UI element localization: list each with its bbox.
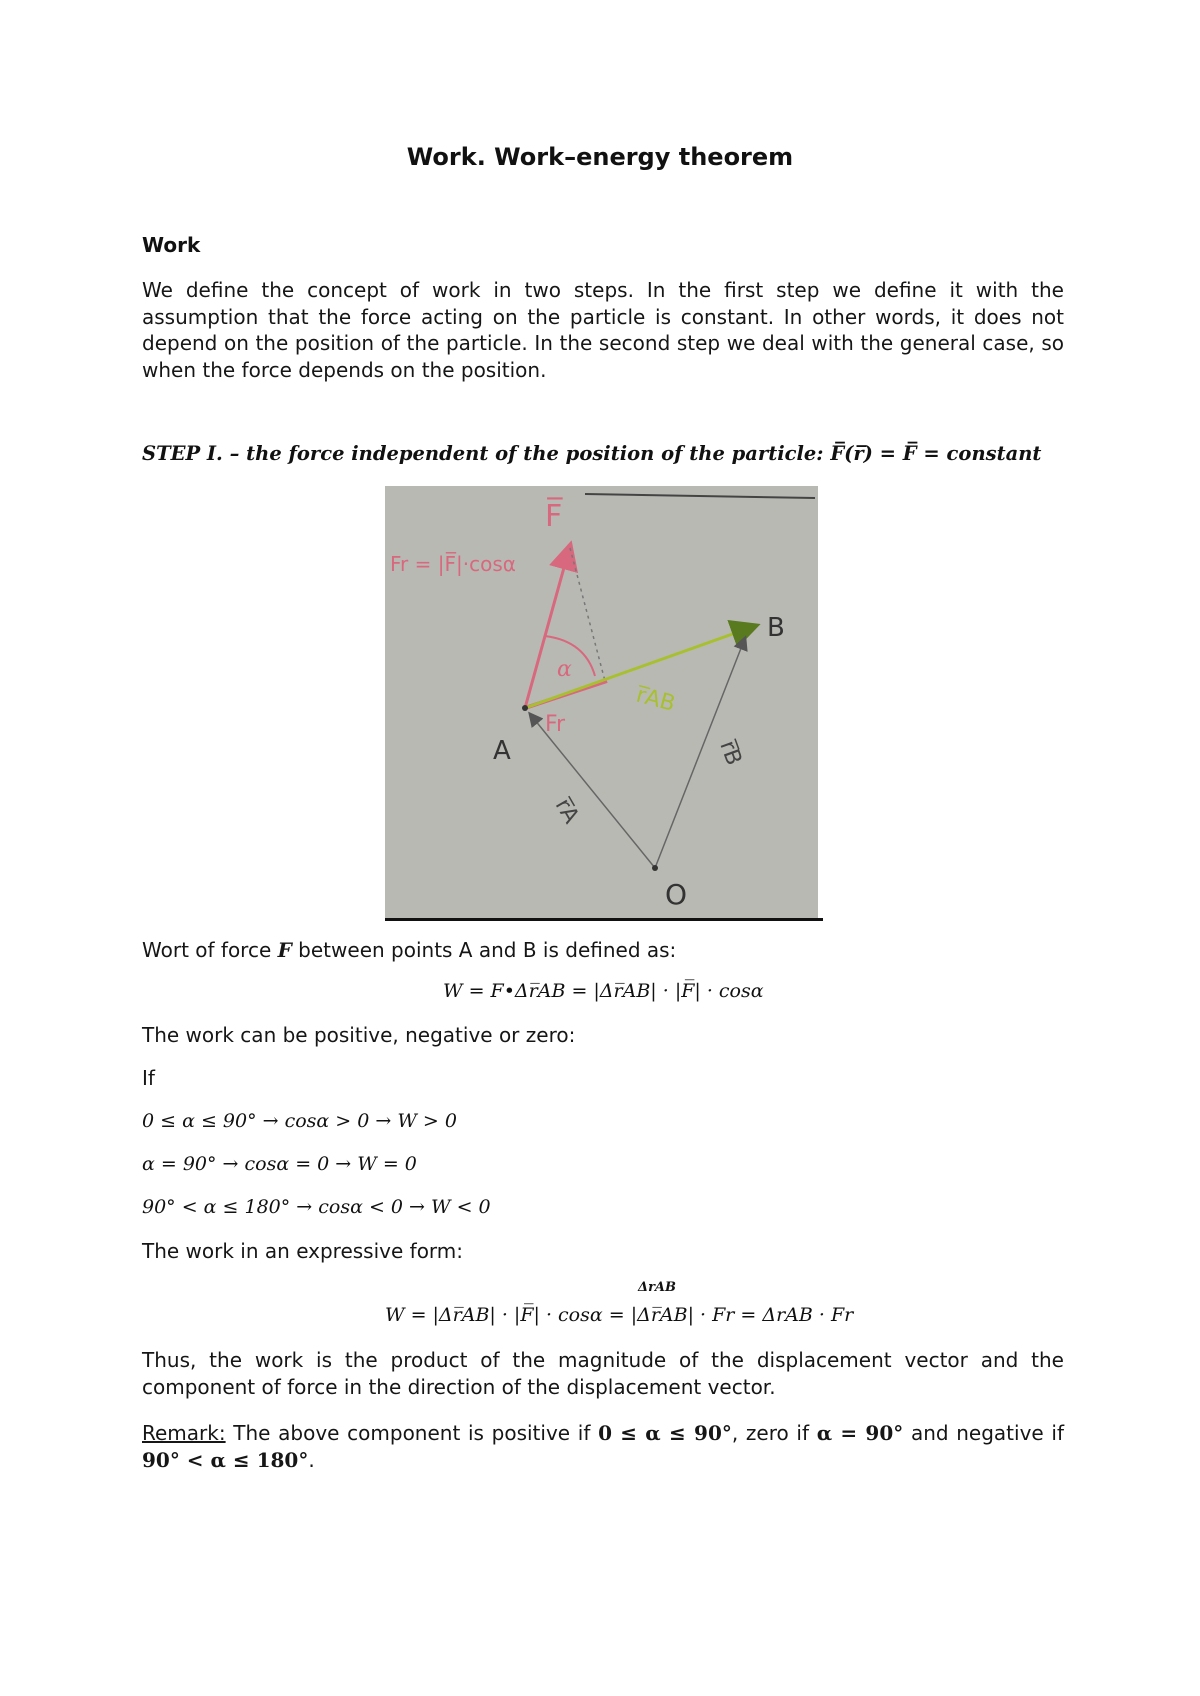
label-alpha: α [557, 657, 572, 682]
label-rb: r̅B [714, 737, 747, 769]
condition-negative: 90° < α ≤ 180° → cosα < 0 → W < 0 [142, 1196, 491, 1218]
force-symbol: F [277, 938, 292, 962]
remark-text-3: and negative if [903, 1421, 1065, 1445]
label-ra: r̅A [549, 794, 584, 828]
remark-paragraph [142, 1420, 1064, 1473]
sign-sentence: The work can be positive, negative or zero: [142, 1023, 576, 1047]
definition-line [142, 938, 676, 962]
if-text: If [142, 1066, 155, 1090]
page-title: Work. Work–energy theorem [406, 143, 794, 171]
intro-paragraph: We define the concept of work in two steps. In the first step we define it with the assumption that the force acting on the particle is constant. In other words, it does not depend on the position of the particle. In the second step we deal with the general case, so when the force depends on the position. [142, 278, 1064, 382]
definition-equation: W = F•Δr̅AB = |Δr̅AB| · |F̅| · cosα [443, 980, 764, 1002]
position-vector-a [530, 714, 655, 868]
step-formula: F̅(r̅) = F̅ = constant [830, 442, 1042, 465]
conclusion-paragraph: Thus, the work is the product of the magnitude of the displacement vector and the component of force in the direction of the displacement vector. [142, 1348, 1064, 1399]
remark-label: Remark: [142, 1421, 226, 1445]
condition-zero: α = 90° → cosα = 0 → W = 0 [142, 1153, 417, 1175]
remark-text-2: , zero if [731, 1421, 817, 1445]
figure-underline [385, 918, 823, 921]
expressive-sentence: The work in an expressive form: [142, 1239, 464, 1263]
step-heading-text: STEP I. – the force independent of the position of the particle: [142, 442, 831, 465]
remark-cond-positive: 0 ≤ α ≤ 90° [598, 1421, 732, 1445]
figure-photo [385, 486, 818, 918]
point-a [522, 705, 528, 711]
label-rab: r̅AB [633, 682, 678, 717]
label-a: A [493, 736, 511, 766]
label-fr-formula: Fr = |F̅|·cosα [390, 552, 516, 576]
overbrace-label: ΔrAB [638, 1280, 677, 1295]
label-b: B [767, 613, 785, 643]
remark-cond-zero: α = 90° [816, 1421, 904, 1445]
remark-cond-negative: 90° < α ≤ 180° [142, 1447, 309, 1472]
vector-diagram [385, 486, 818, 918]
label-f: F̅ [545, 499, 563, 534]
expressive-equation: W = |Δr̅AB| · |F̅| · cosα = |Δr̅AB| · Fr = ΔrAB · Fr [385, 1304, 854, 1326]
remark-text-4: . [308, 1447, 315, 1472]
section-heading: Work [142, 233, 201, 257]
step-heading [142, 442, 1041, 465]
force-vector [525, 546, 570, 708]
paper-edge-line [585, 494, 815, 498]
label-fr: Fr [545, 712, 566, 737]
definition-text-end: between points A and B is defined as: [291, 938, 677, 962]
definition-text-start: Wort of force [142, 938, 278, 962]
origin-point [652, 865, 658, 871]
label-o: O [665, 878, 688, 911]
remark-text-1: The above component is positive if [225, 1421, 599, 1445]
condition-positive: 0 ≤ α ≤ 90° → cosα > 0 → W > 0 [142, 1110, 457, 1132]
